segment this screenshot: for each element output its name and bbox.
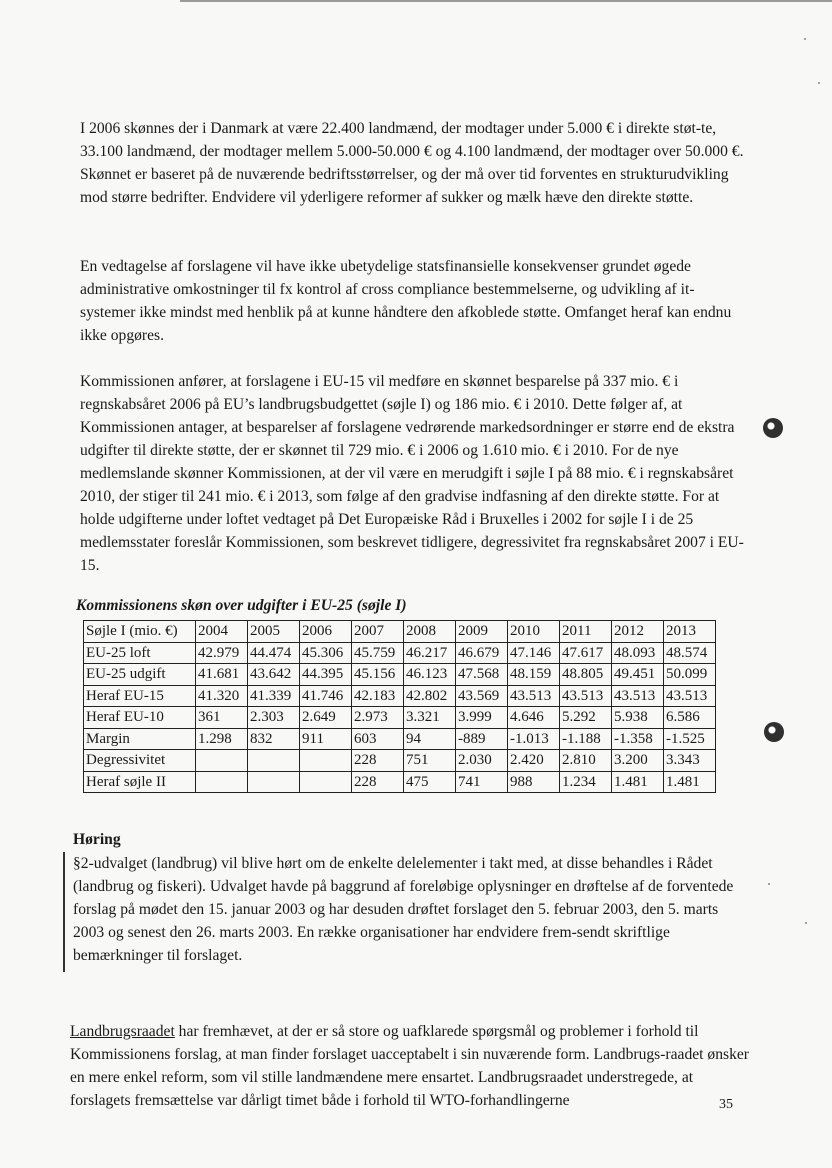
paragraph-landbrugsraadet-text: har fremhævet, at der er så store og uafklarede spørgsmål og problemer i forhold til Kommissionens forslag, at man finder forslaget uacceptabelt i sin nuværende form. Landbrugs-raadet ønsker en mere enkel reform, som vil stille landmændene mere ensartet. Landbrugsraadet understregede, at forslagets fremsættelse var dårligt timet både i forhold til WTO-forhandlingerne	[70, 1023, 749, 1109]
table-cell: 2013	[664, 621, 716, 643]
table-cell: -1.358	[612, 728, 664, 750]
punch-hole-icon	[763, 418, 783, 438]
table-cell: 47.568	[456, 664, 508, 686]
table-cell: 2009	[456, 621, 508, 643]
table-cell: 48.574	[664, 642, 716, 664]
table-row	[84, 664, 716, 686]
table-cell: 3.200	[612, 750, 664, 772]
table-header-row	[84, 621, 716, 643]
table-row	[84, 771, 716, 793]
table-cell: 45.306	[300, 642, 352, 664]
table-cell: 988	[508, 771, 560, 793]
table-cell	[300, 771, 352, 793]
table-row	[84, 642, 716, 664]
table-cell: 41.746	[300, 685, 352, 707]
table-cell: 741	[456, 771, 508, 793]
table-cell: 43.513	[560, 685, 612, 707]
table-cell: 2.420	[508, 750, 560, 772]
table-cell: 47.146	[508, 642, 560, 664]
table-cell: 2.649	[300, 707, 352, 729]
table-cell: 49.451	[612, 664, 664, 686]
table-cell: 2.810	[560, 750, 612, 772]
table-cell: 45.156	[352, 664, 404, 686]
paragraph-landbrugsraadet	[70, 1020, 750, 1112]
table-row-label: Degressivitet	[84, 750, 196, 772]
table-cell: 43.642	[248, 664, 300, 686]
table-cell: 1.298	[196, 728, 248, 750]
table-cell: 48.159	[508, 664, 560, 686]
scan-edge-line	[180, 0, 832, 2]
scan-speck	[818, 82, 820, 84]
table-cell: 6.586	[664, 707, 716, 729]
table-cell: 44.395	[300, 664, 352, 686]
table-cell: 46.679	[456, 642, 508, 664]
table-row	[84, 707, 716, 729]
page-number: 35	[719, 1097, 733, 1112]
table-cell: 228	[352, 750, 404, 772]
table-row-label: Heraf søjle II	[84, 771, 196, 793]
table-cell: 5.938	[612, 707, 664, 729]
table-cell: 751	[404, 750, 456, 772]
table-cell: 42.979	[196, 642, 248, 664]
table-row-label: Heraf EU-10	[84, 707, 196, 729]
table-row-label: Søjle I (mio. €)	[84, 621, 196, 643]
table-row-label: Margin	[84, 728, 196, 750]
table-cell: 1.234	[560, 771, 612, 793]
table-cell: 43.513	[612, 685, 664, 707]
table-row-label: EU-25 udgift	[84, 664, 196, 686]
table-cell: 50.099	[664, 664, 716, 686]
table-cell: 48.805	[560, 664, 612, 686]
table-cell: 2010	[508, 621, 560, 643]
table-cell: 46.123	[404, 664, 456, 686]
table-cell: 42.183	[352, 685, 404, 707]
table-cell: 41.339	[248, 685, 300, 707]
table-cell: -889	[456, 728, 508, 750]
table-cell: 5.292	[560, 707, 612, 729]
expenditure-table	[83, 620, 716, 793]
scan-speck	[805, 922, 807, 924]
table-cell: 2005	[248, 621, 300, 643]
table-cell: 45.759	[352, 642, 404, 664]
table-cell: 2.030	[456, 750, 508, 772]
table-cell: 94	[404, 728, 456, 750]
margin-change-bar	[63, 852, 65, 972]
table-caption: Kommissionens skøn over udgifter i EU-25 (søjle I)	[76, 597, 407, 614]
table-cell: 43.513	[508, 685, 560, 707]
table-cell: 42.802	[404, 685, 456, 707]
scan-speck	[768, 883, 770, 885]
table-cell: 2008	[404, 621, 456, 643]
table-cell: 3.321	[404, 707, 456, 729]
table-row	[84, 685, 716, 707]
table-cell: 361	[196, 707, 248, 729]
table-cell: 44.474	[248, 642, 300, 664]
table-cell: 41.681	[196, 664, 248, 686]
table-row	[84, 750, 716, 772]
table-cell: 4.646	[508, 707, 560, 729]
table-cell: 3.999	[456, 707, 508, 729]
table-cell: 2.303	[248, 707, 300, 729]
paragraph-fiscal-consequences: En vedtagelse af forslagene vil have ikke ubetydelige statsfinansielle konsekvenser grundet øgede administrative omkostninger til fx kontrol af cross compliance bestemmelserne, og udvikling af it-systemer ikke mindst med henblik på at kunne håndtere den afkoblede støtte. Omfanget heraf kan endnu ikke opgøres.	[80, 258, 732, 344]
paragraph-commission-savings: Kommissionen anfører, at forslagene i EU-15 vil medføre en skønnet besparelse på 337 mio. € i regnskabsåret 2006 på EU’s landbrugsbudgettet (søjle I) og 186 mio. € i 2010. Dette følger af, at Kommissionen antager, at besparelser af forslagene vedrørende markedsordninger er større end de ekstra udgifter til direkte støtte, der er skønnet til 729 mio. € i 2006 og 1.610 mio. € i 2010. For de nye medlemslande skønner Kommissionen, at der vil være en merudgift i søjle I på 88 mio. € i regnskabsåret 2010, der stiger til 241 mio. € i 2013, som følge af den gradvise indfasning af den direkte støtte. For at holde udgifterne under loftet vedtaget på Det Europæiske Råd i Bruxelles i 2002 for søjle I i de 25 medlemsstater foreslår Kommissionen, som beskrevet tidligere, degressivitet fra regnskabsåret 2007 i EU-15.	[80, 373, 744, 574]
table-cell: 475	[404, 771, 456, 793]
table-cell	[196, 771, 248, 793]
table-cell: 1.481	[612, 771, 664, 793]
table-cell: 603	[352, 728, 404, 750]
table-cell: 43.569	[456, 685, 508, 707]
table-cell: 47.617	[560, 642, 612, 664]
table-cell	[196, 750, 248, 772]
table-cell	[248, 771, 300, 793]
paragraph-hearing: §2-udvalget (landbrug) vil blive hørt om de enkelte delelementer i takt med, at disse behandles i Rådet (landbrug og fiskeri). Udvalget havde på baggrund af foreløbige oplysninger en drøftelse af de forventede forslag på mødet den 15. januar 2003 og har desuden drøftet forslaget den 5. februar 2003, den 5. marts 2003 og senest den 26. marts 2003. En række organisationer har endvidere frem-sendt skriftlige bemærkninger til forslaget.	[73, 855, 734, 964]
section-title-hearing: Høring	[73, 831, 121, 848]
table-cell: 43.513	[664, 685, 716, 707]
organisation-name: Landbrugsraadet	[70, 1023, 175, 1040]
table-cell: 2012	[612, 621, 664, 643]
table-cell	[300, 750, 352, 772]
table-row	[84, 728, 716, 750]
table-cell: -1.188	[560, 728, 612, 750]
table-cell: 1.481	[664, 771, 716, 793]
table-cell: 46.217	[404, 642, 456, 664]
table-cell: -1.525	[664, 728, 716, 750]
table-cell: 3.343	[664, 750, 716, 772]
table-row-label: Heraf EU-15	[84, 685, 196, 707]
table-row-label: EU-25 loft	[84, 642, 196, 664]
table-cell: 2004	[196, 621, 248, 643]
table-cell: 2007	[352, 621, 404, 643]
table-cell: 41.320	[196, 685, 248, 707]
expenditure-table-body	[84, 621, 716, 793]
table-cell	[248, 750, 300, 772]
table-cell: 48.093	[612, 642, 664, 664]
table-cell: 2006	[300, 621, 352, 643]
table-cell: 2011	[560, 621, 612, 643]
table-cell: 228	[352, 771, 404, 793]
punch-hole-icon	[764, 722, 784, 742]
table-cell: -1.013	[508, 728, 560, 750]
table-cell: 911	[300, 728, 352, 750]
table-cell: 2.973	[352, 707, 404, 729]
scan-speck	[804, 38, 806, 40]
table-cell: 832	[248, 728, 300, 750]
paragraph-direct-support: I 2006 skønnes der i Danmark at være 22.400 landmænd, der modtager under 5.000 € i direkte støt-te, 33.100 landmænd, der modtager mellem 5.000-50.000 € og 4.100 landmænd, der modtager over 50.000 €. Skønnet er baseret på de nuværende bedriftsstørrelser, og der må over tid forventes en strukturudvikling mod større bedrifter. Endvidere vil yderligere reformer af sukker og mælk hæve den direkte støtte.	[80, 120, 744, 206]
